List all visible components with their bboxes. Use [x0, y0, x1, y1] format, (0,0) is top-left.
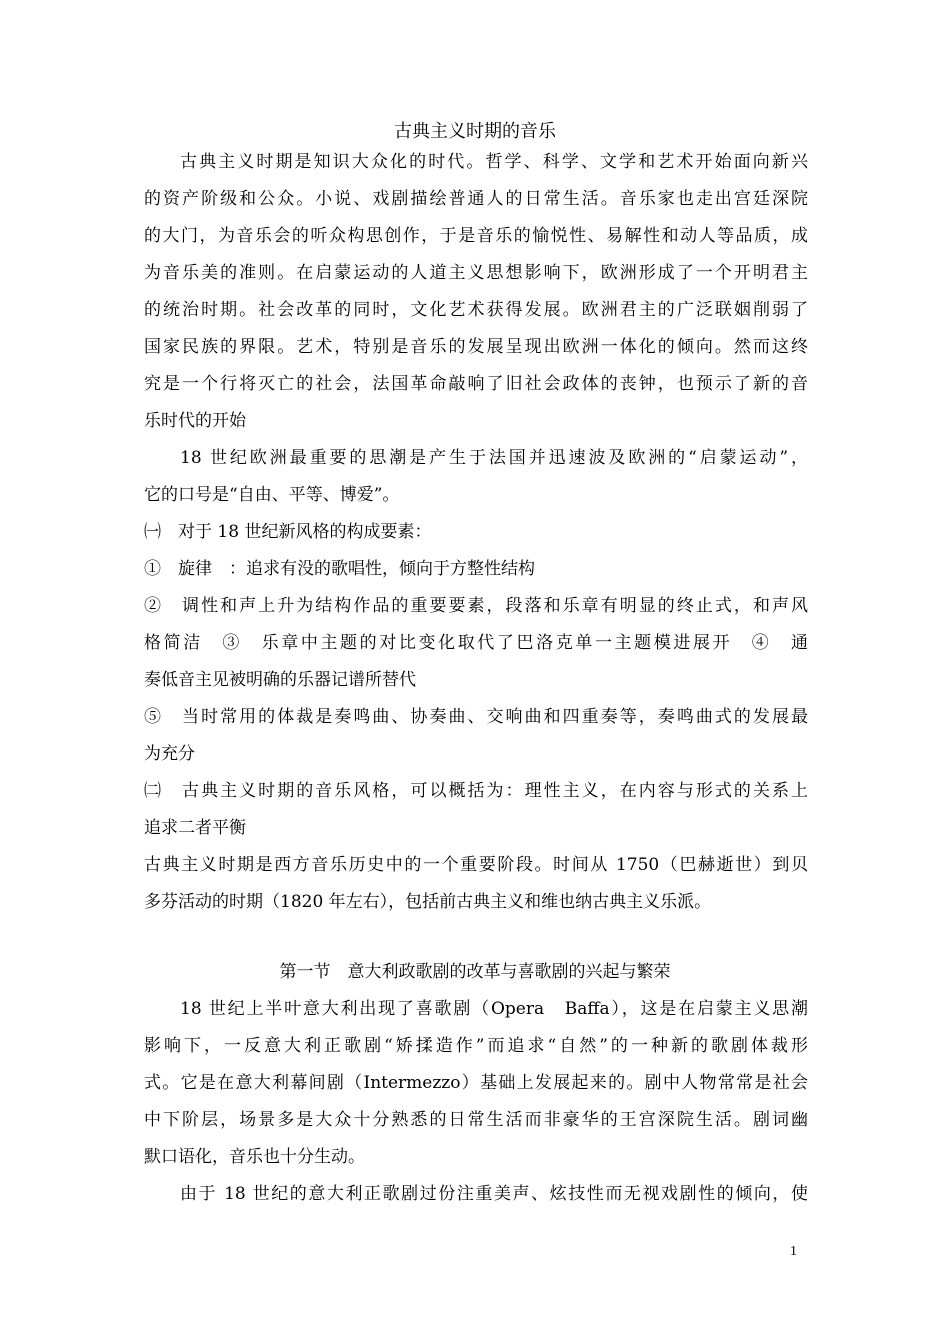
paragraph-line-8: 乐时代的开始: [144, 411, 246, 431]
list-heading-2: ㈡ 古典主义时期的音乐风格，可以概括为：理性主义，在内容与形式的关系上: [144, 781, 808, 801]
paragraph-line-6: 国家民族的界限。艺术，特别是音乐的发展呈现出欧洲一体化的倾向。然而这终: [144, 337, 808, 357]
paragraph-line-2: 的资产阶级和公众。小说、戏剧描绘普通人的日常生活。音乐家也走出宫廷深院: [144, 189, 808, 209]
paragraph-line-3: 的大门，为音乐会的听众构思创作，于是音乐的愉悦性、易解性和动人等品质，成: [144, 226, 808, 246]
summary-line-1: 古典主义时期是西方音乐历史中的一个重要阶段。时间从 1750（巴赫逝世）到贝: [144, 855, 808, 875]
section-paragraph-line-6: 由于 18 世纪的意大利正歌剧过份注重美声、炫技性而无视戏剧性的倾向，使: [180, 1184, 808, 1204]
section-paragraph-line-1: 18 世纪上半叶意大利出现了喜歌剧（Opera Baffa），这是在启蒙主义思潮: [180, 999, 808, 1019]
section-paragraph-line-2: 影响下，一反意大利正歌剧“矫揉造作”而追求“自然”的一种新的歌剧体裁形: [144, 1036, 808, 1056]
paragraph-line-5: 的统治时期。社会改革的同时，文化艺术获得发展。欧洲君主的广泛联姻削弱了: [144, 300, 808, 320]
paragraph-line-1: 古典主义时期是知识大众化的时代。哲学、科学、文学和艺术开始面向新兴: [180, 152, 808, 172]
list-item-2: ② 调性和声上升为结构作品的重要要素，段落和乐章有明显的终止式，和声风: [144, 596, 808, 616]
document-title: 古典主义时期的音乐: [394, 121, 556, 142]
list-item-2-continued: 格简洁 ③ 乐章中主题的对比变化取代了巴洛克单一主题模进展开 ④ 通: [144, 633, 808, 653]
section-paragraph-line-3: 式。它是在意大利幕间剧（Intermezzo）基础上发展起来的。剧中人物常常是社会: [144, 1073, 808, 1093]
list-item-5: ⑤ 当时常用的体裁是奏鸣曲、协奏曲、交响曲和四重奏等，奏鸣曲式的发展最: [144, 707, 808, 727]
section-paragraph-line-5: 默口语化，音乐也十分生动。: [144, 1147, 365, 1167]
list-heading-1: ㈠ 对于 18 世纪新风格的构成要素：: [144, 522, 432, 542]
list-item-4-continued: 奏低音主见被明确的乐器记谱所替代: [144, 670, 416, 690]
list-heading-2-continued: 追求二者平衡: [144, 818, 246, 838]
section-title: 第一节 意大利政歌剧的改革与喜歌剧的兴起与繁荣: [279, 962, 671, 982]
list-item-5-continued: 为充分: [144, 744, 195, 764]
section-paragraph-line-4: 中下阶层，场景多是大众十分熟悉的日常生活而非豪华的王宫深院生活。剧词幽: [144, 1110, 808, 1130]
summary-line-2: 多芬活动的时期（1820 年左右），包括前古典主义和维也纳古典主义乐派。: [144, 892, 712, 912]
page-number: 1: [790, 1244, 797, 1259]
list-item-1: ① 旋律 ：追求有没的歌唱性，倾向于方整性结构: [144, 559, 535, 579]
paragraph-line-4: 为音乐美的准则。在启蒙运动的人道主义思想影响下，欧洲形成了一个开明君主: [144, 263, 808, 283]
paragraph-line-9: 18 世纪欧洲最重要的思潮是产生于法国并迅速波及欧洲的“启蒙运动”，: [180, 448, 808, 468]
paragraph-line-7: 究是一个行将灭亡的社会，法国革命敲响了旧社会政体的丧钟，也预示了新的音: [144, 374, 808, 394]
paragraph-line-10: 它的口号是“自由、平等、博爱”。: [144, 485, 400, 505]
